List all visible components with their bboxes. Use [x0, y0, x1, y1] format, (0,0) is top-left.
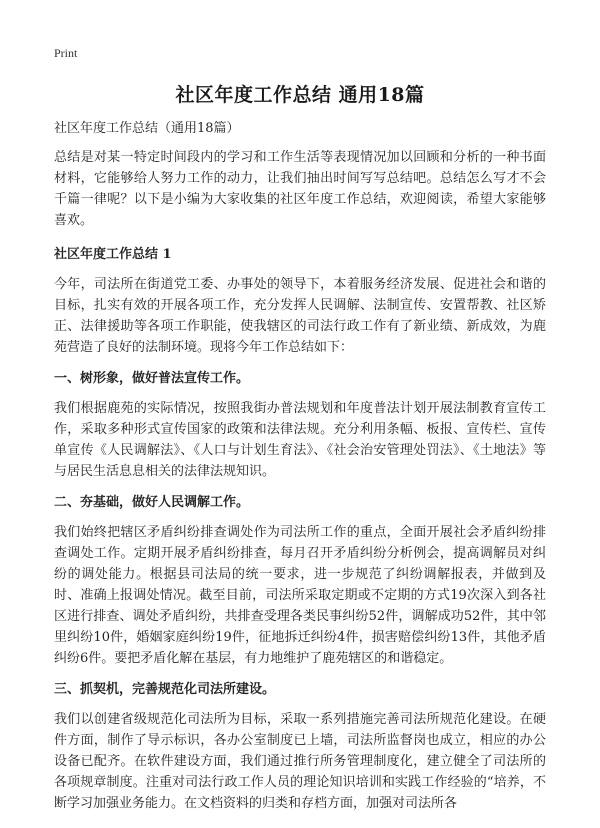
page-title: 社区年度工作总结 通用18篇	[175, 84, 425, 106]
article-intro: 总结是对某一特定时间段内的学习和工作生活等表现情况加以回顾和分析的一种书面材料，它能够给人努力工作的动力，让我们抽出时间写写总结吧。总结怎么写才不会千篇一律呢？以下是小编为大家收集的社区年度工作总结，欢迎阅读，希望大家能够喜欢。	[54, 150, 546, 228]
item-body-3: 我们以创建省级规范化司法所为目标，采取一系列措施完善司法所规范化建设。在硬件方面，制作了导示标识，各办公室制度已上墙，司法所监督岗也成立，相应的办公设备已配齐。在软件建设方面，我们通过推行所务管理制度化，建立健全了司法所的各项规章制度。注重对司法行政工作人员的理论知识培训和实践工作经验的“培养，不断学习加强业务能力。在文档资料的归类和存档方面，加强对司法所各	[54, 712, 546, 811]
print-link[interactable]: Print	[54, 46, 78, 60]
section-title: 社区年度工作总结 1	[54, 247, 172, 262]
article-subtitle: 社区年度工作总结（通用18篇）	[54, 121, 240, 136]
item-heading-2: 二、夯基础，做好人民调解工作。	[54, 495, 250, 510]
section-intro: 今年，司法所在街道党工委、办事处的领导下，本着服务经济发展、促进社会和谐的目标，扎实有效的开展各项工作，充分发挥人民调解、法制宣传、安置帮教、社区矫正、法律援助等各项工作职能，使我辖区的司法行政工作有了新业绩、新成效，为鹿苑营造了良好的法制环境。现将今年工作总结如下：	[54, 277, 546, 355]
item-heading-1: 一、树形象，做好普法宣传工作。	[54, 371, 250, 386]
item-heading-3: 三、抓契机，完善规范化司法所建设。	[54, 682, 276, 697]
item-body-2: 我们始终把辖区矛盾纠纷排查调处作为司法所工作的重点，全面开展社会矛盾纠纷排查调处工作。定期开展矛盾纠纷排查，每月召开矛盾纠纷分析例会，提高调解员对纠纷的调处能力。根据县司法局的统一要求，进一步规范了纠纷调解报表，并做到及时、准确上报调处情况。截至目前，司法所采取定期或不定期的方式19次深入到各社区进行排查、调处矛盾纠纷，共排查受理各类民事纠纷52件，调解成功52件，其中邻里纠纷10件，婚姻家庭纠纷19件，征地拆迁纠纷4件，损害赔偿纠纷13件，其他矛盾纠纷6件。要把矛盾化解在基层，有力地维护了鹿苑辖区的和谐稳定。	[54, 525, 546, 666]
article-body	[54, 118, 546, 824]
item-body-1: 我们根据鹿苑的实际情况，按照我街办普法规划和年度普法计划开展法制教育宣传工作，采取多种形式宣传国家的政策和法律法规。充分利用条幅、板报、宣传栏、宣传单宣传《人民调解法》、《人口与计划生育法》、《社会治安管理处罚法》、《土地法》等与居民生活息息相关的法律法规知识。	[54, 401, 546, 479]
